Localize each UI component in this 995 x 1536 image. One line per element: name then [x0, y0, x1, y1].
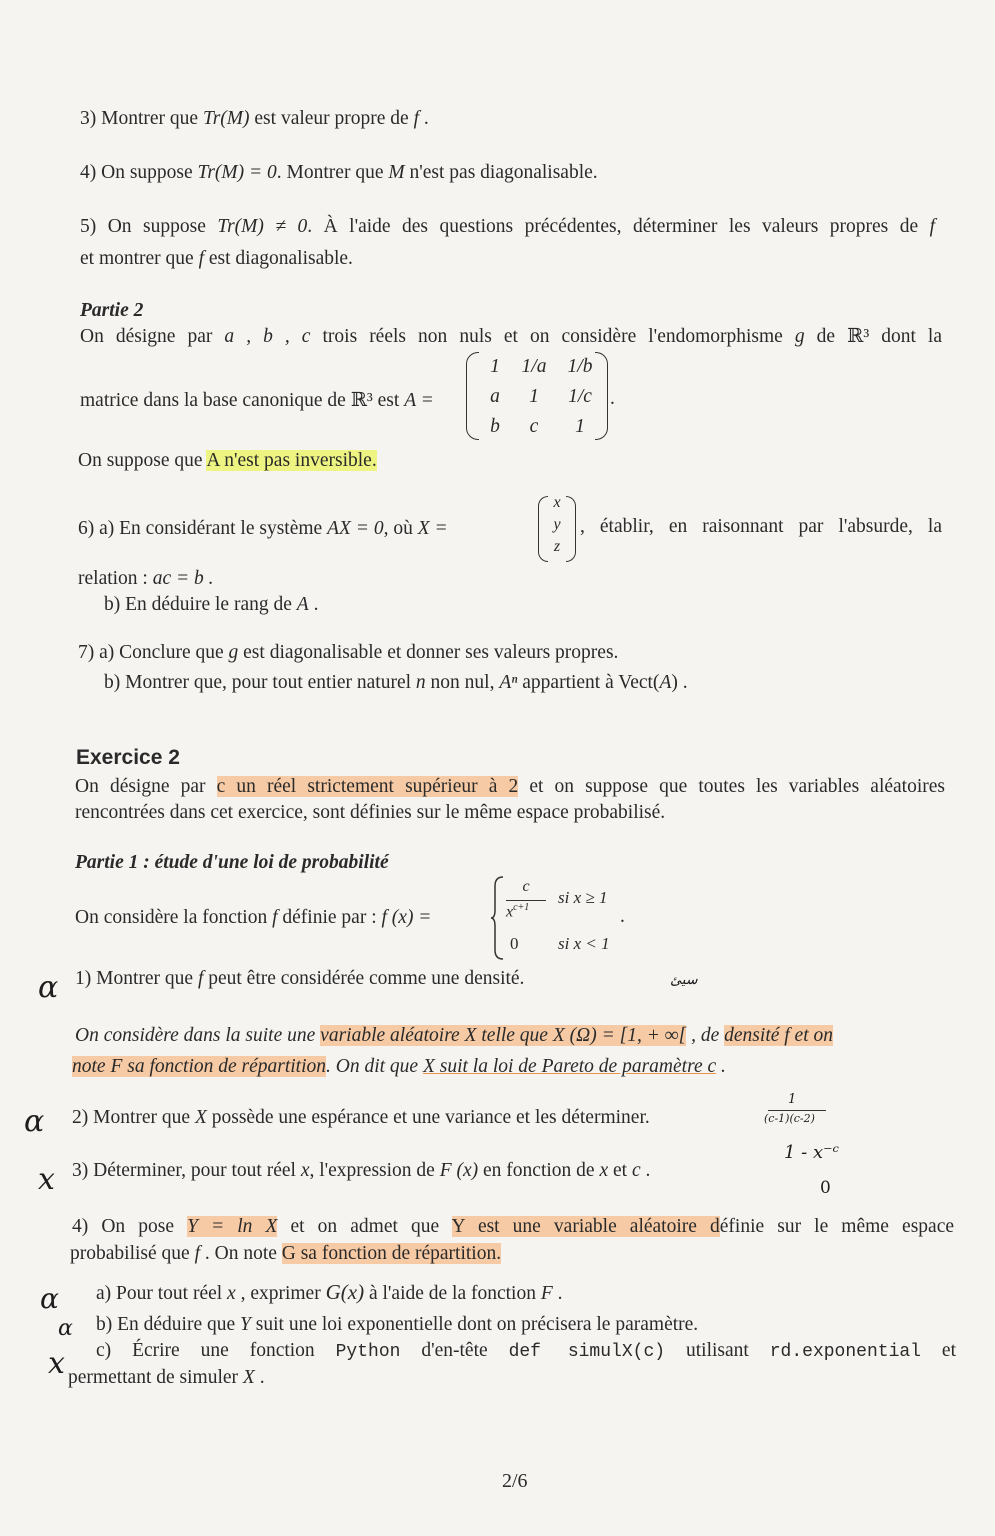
handwritten-frac-num: 1 [788, 1092, 797, 1107]
matrix-cell: b [490, 416, 500, 437]
density-zero: 0 [510, 934, 519, 953]
orange-highlight: G sa fonction de répartition. [281, 1243, 502, 1264]
matrix-cell: 1 [575, 416, 585, 437]
question-7b: b) Montrer que, pour tout entier naturel n non nul, Aⁿ appartient à Vect(A) . [104, 672, 688, 693]
question-5-line-1: 5) On suppose Tr(M) ≠ 0. À l'aide des questions précédentes, déterminer les valeurs propres de f [80, 216, 936, 237]
handwritten-mark-q2: α [24, 1104, 45, 1139]
handwritten-mark-q1: α [38, 970, 59, 1005]
density-definition-text: On considère la fonction f définie par : f (x) = [75, 907, 432, 928]
question-5-line-2: et montrer que f est diagonalisable. [80, 248, 353, 269]
question-4: 4) On suppose Tr(M) = 0. Montrer que M n'est pas diagonalisable. [80, 162, 598, 183]
orange-highlight: note F sa fonction de répartition [72, 1056, 327, 1077]
page-number: 2/6 [502, 1470, 528, 1492]
yellow-highlight: A n'est pas inversible. [206, 450, 377, 471]
handwritten-mark-4a: α [40, 1282, 59, 1315]
vector-cell: x [553, 494, 561, 511]
handwritten-frac-den: (c-1)(c-2) [764, 1112, 815, 1125]
ex2-question-4c-line-1: c) Écrire une fonction Python d'en-tête def simulX(c) utilisant rd.exponential et [96, 1340, 956, 1362]
ex2-question-2: 2) Montrer que X possède une espérance et une variance et les déterminer. [72, 1107, 650, 1128]
handwritten-mark-4c: x [48, 1346, 65, 1381]
ex2-question-3: 3) Déterminer, pour tout réel x, l'expression de F (x) en fonction de x et c . [72, 1160, 651, 1181]
matrix-cell: a [490, 386, 500, 407]
brace-icon [490, 876, 504, 960]
matrix-A [466, 352, 608, 440]
ex2-question-4-line-1: 4) On pose Y = ln X et on admet que Y est une variable aléatoire définie sur le même espace [72, 1216, 954, 1237]
matrix-sentence: matrice dans la base canonique de ℝ³ est A = [80, 390, 434, 411]
handwritten-note-q1: سيئ [670, 972, 698, 988]
vector-X [538, 496, 576, 562]
exercise-2-intro-line-1: On désigne par c un réel strictement supérieur à 2 et on suppose que toutes les variables aléatoires [75, 776, 945, 797]
vector-cell: z [553, 538, 561, 555]
orange-highlight: variable aléatoire X telle que X (Ω) = [1, + ∞[ [320, 1025, 687, 1046]
partie-2-heading: Partie 2 [80, 300, 144, 321]
fraction-bar [506, 900, 546, 901]
matrix-cell: 1 [490, 356, 500, 377]
matrix-dot: . [610, 388, 615, 409]
partie-1-heading: Partie 1 : étude d'une loi de probabilité [75, 852, 389, 873]
hypothesis-A-not-invertible: On suppose que A n'est pas inversible. [78, 450, 377, 471]
condition-x-ge-1: si x ≥ 1 [558, 888, 608, 907]
relation-ac-b: relation : ac = b . [78, 568, 214, 589]
question-6a-tail: , établir, en raisonnant par l'absurde, la [580, 516, 942, 537]
question-6b: b) En déduire le rang de A . [104, 594, 319, 615]
q3-number: 3) [80, 108, 97, 129]
condition-x-lt-1: si x < 1 [558, 934, 610, 953]
handwritten-zero: 0 [820, 1178, 831, 1198]
ex2-question-4c-line-2: permettant de simuler X . [68, 1367, 265, 1388]
ex2-question-4-line-2: probabilisé que f . On note G sa fonction de répartition. [70, 1243, 502, 1264]
matrix-cell: 1 [529, 386, 539, 407]
question-3: 3) Montrer que Tr(M) est valeur propre de f . [80, 108, 429, 129]
matrix-cell: 1/c [568, 386, 592, 407]
ex2-question-1: 1) Montrer que f peut être considérée comme une densité. [75, 968, 525, 989]
exercise-2-intro-line-2: rencontrées dans cet exercice, sont définies sur le même espace probabilisé. [75, 802, 666, 823]
density-numerator: c [522, 878, 530, 895]
handwritten-expr: 1 - x⁻ᶜ [784, 1142, 839, 1163]
ex2-question-4a: a) Pour tout réel x , exprimer G(x) à l'aide de la fonction F . [96, 1280, 563, 1304]
matrix-cell: 1/b [567, 356, 593, 377]
vector-cell: y [553, 516, 561, 533]
handwritten-frac-bar [768, 1110, 826, 1111]
piecewise-brace [490, 876, 504, 966]
matrix-left-paren [466, 352, 479, 440]
question-7a: 7) a) Conclure que g est diagonalisable et donner ses valeurs propres. [78, 642, 619, 663]
matrix-cell: c [529, 416, 539, 437]
pareto-line-1: On considère dans la suite une variable aléatoire X telle que X (Ω) = [1, + ∞[ , de densité f et on [75, 1025, 834, 1046]
partie-2-intro: On désigne par a , b , c trois réels non nuls et on considère l'endomorphisme g de ℝ³ dont la [80, 326, 942, 347]
density-denominator: $x^{c+1}$ [506, 902, 530, 921]
question-6a: 6) a) En considérant le système AX = 0, où X = [78, 518, 448, 539]
pareto-line-2: note F sa fonction de répartition. On dit que X suit la loi de Pareto de paramètre c . [72, 1056, 726, 1077]
orange-highlight: densité f et on [724, 1025, 834, 1046]
handwritten-mark-q3: x [38, 1162, 55, 1197]
underline-pareto: X suit la loi de Pareto de paramètre c [422, 1056, 717, 1077]
orange-highlight: Y est une variable aléatoire d [451, 1216, 720, 1237]
ex2-question-4b: b) En déduire que Y suit une loi exponentielle dont on précisera le paramètre. [96, 1314, 699, 1335]
exercise-2-title: Exercice 2 [76, 746, 180, 769]
matrix-cell: 1/a [521, 356, 547, 377]
orange-highlight: Y = ln X [187, 1216, 278, 1237]
definition-dot: . [620, 906, 625, 927]
handwritten-mark-4b: α [58, 1316, 73, 1341]
orange-highlight: c un réel strictement supérieur à 2 [216, 776, 519, 797]
